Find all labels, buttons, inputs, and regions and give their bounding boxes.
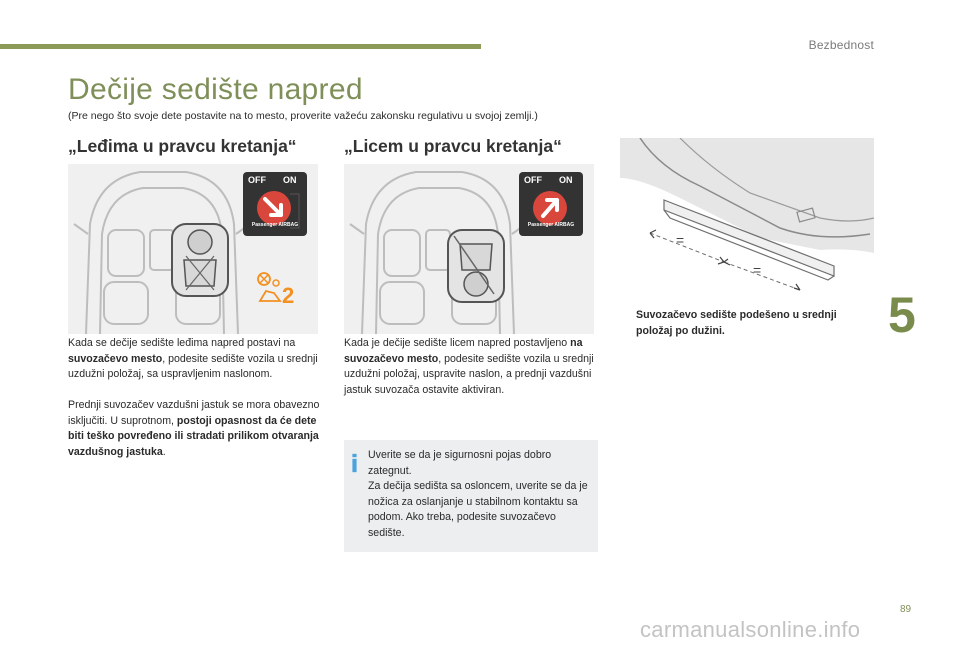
airbag-off-label: OFF bbox=[248, 175, 266, 185]
forward-p1-text-c: , podesite sedište vozila u srednji uzdužni položaj, uspravite naslon, a prednji vazdušni jastuk suvozača ostavite aktiviran. bbox=[344, 352, 594, 396]
rear-p1-text-a: Kada se dečije sedište leđima napred postavi na bbox=[68, 337, 296, 349]
rear-facing-paragraph-2 bbox=[68, 398, 323, 460]
seat-position-figure bbox=[620, 138, 874, 298]
info-note-text bbox=[368, 448, 590, 541]
section-name: Bezbednost bbox=[808, 38, 874, 52]
page-number: 89 bbox=[900, 604, 912, 615]
page-title: Dečije sedište napred bbox=[68, 73, 363, 106]
info-note-box bbox=[344, 440, 598, 552]
rear-p2-text-bold: postoji opasnost da će dete biti teško povređeno ili stradati prilikom otvaranja vazdušnog jastuka bbox=[68, 414, 319, 458]
airbag-text: Passenger AIRBAG bbox=[251, 222, 299, 228]
airbag-off-pictogram bbox=[243, 172, 307, 236]
rear-facing-figure bbox=[68, 164, 318, 334]
rear-p2-text-a: Prednji suvozačev vazdušni jastuk se mora obavezno isključiti. U suprotnom, bbox=[68, 399, 320, 427]
info-icon bbox=[352, 452, 357, 474]
rear-facing-heading: „Leđima u pravcu kretanja“ bbox=[68, 136, 297, 156]
equal-mark-1: = bbox=[676, 232, 685, 248]
child-seat-forward-facing bbox=[448, 230, 504, 302]
child-seat-rear-facing bbox=[172, 224, 228, 296]
top-accent-bar bbox=[0, 44, 481, 49]
forward-facing-heading: „Licem u pravcu kretanja“ bbox=[344, 136, 562, 156]
intro-text: (Pre nego što svoje dete postavite na to mesto, proverite važeću zakonsku regulativu u svojoj zemlji.) bbox=[68, 110, 538, 122]
warning-number: 2 bbox=[282, 283, 295, 308]
airbag-on-label: ON bbox=[559, 175, 573, 185]
seat-rail-illustration bbox=[620, 138, 874, 298]
forward-facing-paragraph bbox=[344, 336, 600, 398]
rear-facing-paragraph-1 bbox=[68, 336, 323, 383]
forward-facing-figure bbox=[344, 164, 594, 334]
rear-p1-text-c: , podesite sedište vozila u srednji uzdužni položaj, sa uspravljenim naslonom. bbox=[68, 352, 318, 380]
watermark: carmanualsonline.info bbox=[640, 617, 861, 642]
warning-no-child-icon bbox=[256, 269, 308, 309]
airbag-text: Passenger AIRBAG bbox=[527, 222, 575, 228]
forward-p1-text-a: Kada je dečije sedište licem napred postavljeno bbox=[344, 337, 571, 349]
airbag-on-label: ON bbox=[283, 175, 297, 185]
seat-figure-caption: Suvozačevo sedište podešeno u srednji položaj po dužini. bbox=[636, 309, 837, 337]
airbag-off-label: OFF bbox=[524, 175, 542, 185]
info-note-line-2: Za dečija sedišta sa osloncem, uverite se da je nožica za oslanjanje u stabilnom kontaktu sa podom. Ako treba, podesite suvozačevo sedište. bbox=[368, 480, 588, 539]
airbag-on-pictogram bbox=[519, 172, 583, 236]
rear-p2-text-c: . bbox=[162, 445, 166, 458]
rear-p1-text-bold: suvozačevo mesto bbox=[68, 352, 163, 365]
chapter-number: 5 bbox=[888, 287, 916, 343]
info-note-line-1: Uverite se da je sigurnosni pojas dobro zategnut. bbox=[368, 449, 552, 477]
forward-p1-text-bold: na suvozačevo mesto bbox=[344, 337, 583, 365]
equal-mark-2: = bbox=[753, 262, 762, 278]
